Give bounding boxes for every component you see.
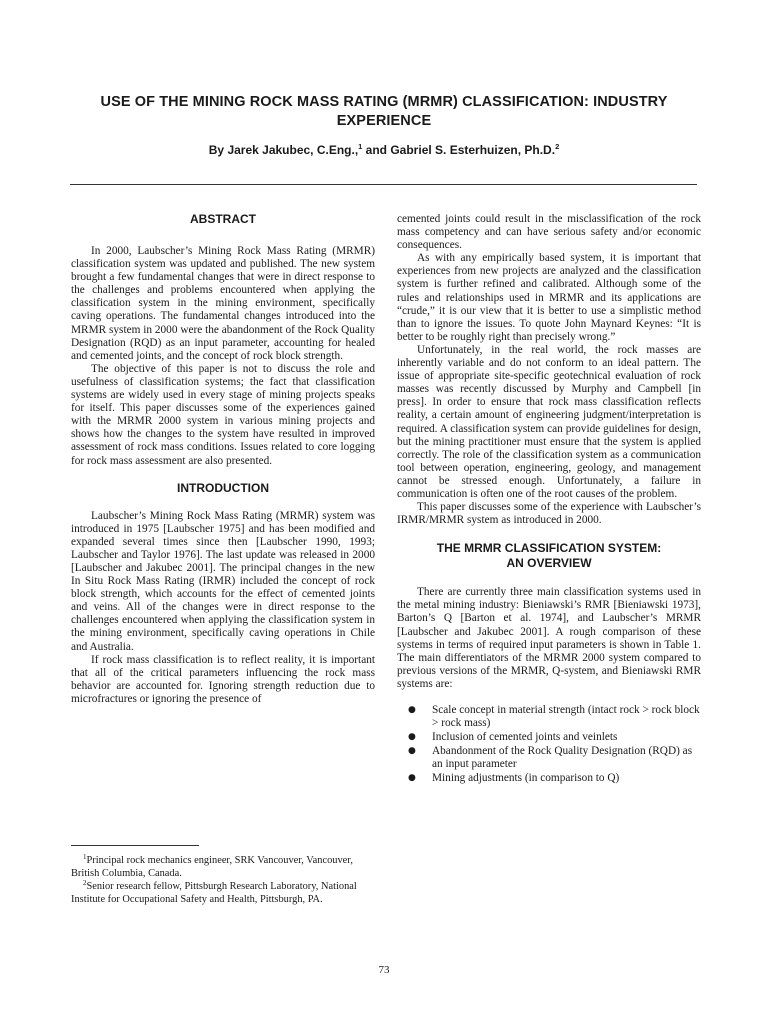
list-item bbox=[397, 704, 701, 730]
body-paragraph: This paper discusses some of the experience with Laubscher’s IRMR/MRMR system as introduced in 2000. bbox=[397, 501, 701, 527]
paper-title: USE OF THE MINING ROCK MASS RATING (MRMR) CLASSIFICATION: INDUSTRY EXPERIENCE bbox=[100, 94, 668, 129]
footnotes bbox=[71, 855, 361, 907]
mrmr-overview-paragraph: There are currently three main classification systems used in the metal mining industry: Bieniawski’s RMR [Bieniawski 1973], Barton’s Q [Barton et al. 1974], and Laubscher’s MRMR [Laubscher and Jakubec 2001]. A rough comparison of these systems in terms of required input parameters is shown in Table 1. The main differentiators of the MRMR 2000 system compared to previous versions of the MRMR, Q-system, and Bieniawski RMR systems are: bbox=[397, 586, 701, 690]
author-affil-mark-2: 2 bbox=[555, 142, 560, 151]
page-number: 73 bbox=[378, 964, 390, 976]
abstract-paragraph: The objective of this paper is not to discuss the role and usefulness of classification systems; the fact that classification systems are widely used in every stage of mining projects speaks for itself. This paper discusses some of the experiences gained with the MRMR 2000 system in various mining projects and shows how the changes to the system have resulted in improved assessment of rock mass conditions. Issues related to core logging for rock mass assessment are also presented. bbox=[71, 362, 375, 467]
abstract-paragraph: In 2000, Laubscher’s Mining Rock Mass Rating (MRMR) classification system was updated and published. The new system brought a few fundamental changes that were in direct response to the challenges and problems encountered when applying the classification system in the mining environment, specifically caving operations. The fundamental changes introduced into the MRMR system in 2000 were the abandonment of the Rock Quality Designation (RQD) as an input parameter, accounting for healed and cemented joints, and the concept of rock block strength. bbox=[71, 245, 375, 362]
abstract-heading: ABSTRACT bbox=[190, 212, 256, 226]
footnote bbox=[71, 855, 361, 880]
list-item-text: Scale concept in material strength (intact rock > rock block > rock mass) bbox=[432, 704, 700, 730]
continued-paragraph: cemented joints could result in the misclassification of the rock mass competency and can have serious safety and/or economic consequences. bbox=[397, 213, 701, 252]
body-paragraph: Unfortunately, in the real world, the rock masses are inherently variable and do not conform to an ideal pattern. The issue of appropriate site-specific geotechnical evaluation of rock masses was recently discussed by Murphy and Campbell [in press]. In order to ensure that rock mass classification reflects reality, a certain amount of engineering judgment/interpretation is required. A classification system can provide guidelines for design, but the mining practitioner must ensure that the system is applied correctly. The role of the classification system as a communication tool between operation, engineering, geology, and management cannot be stressed enough. Unfortunately, a failure in communication is often one of the root causes of the problem. bbox=[397, 343, 701, 500]
mrmr-heading-line-2: AN OVERVIEW bbox=[506, 556, 592, 571]
footnote-mark: 2 bbox=[83, 879, 87, 888]
footnote-mark: 1 bbox=[83, 853, 87, 861]
introduction-heading: INTRODUCTION bbox=[177, 480, 269, 495]
bullet-icon: ● bbox=[408, 732, 416, 743]
list-item-text: Mining adjustments (in comparison to Q) bbox=[432, 772, 620, 785]
bullet-icon: ● bbox=[408, 705, 416, 715]
mrmr-heading-line-1: THE MRMR CLASSIFICATION SYSTEM: bbox=[436, 541, 662, 556]
body-paragraph: As with any empirically based system, it is important that experiences from new projects are analyzed and the classification system is further refined and calibrated. Although some of the rules and relationships used in MRMR and its applications are “crude,” it is our view that it is better to use a simplistic method than to ignore the issues. To quote John Maynard Keynes: “It is better to be roughly right than precisely wrong.” bbox=[397, 252, 701, 343]
intro-paragraph: If rock mass classification is to reflect reality, it is important that all of the critical parameters influencing the rock mass behavior are accounted for. Ignoring strength reduction due to microfractures or ignoring the presence of bbox=[71, 653, 375, 705]
footnote-text: Senior research fellow, Pittsburgh Research Laboratory, National Institute for Occupational Safety and Health, Pittsburgh, PA. bbox=[71, 881, 357, 905]
author-affil-mark-1: 1 bbox=[358, 142, 363, 151]
authors-first: By Jarek Jakubec, C.Eng., bbox=[208, 143, 359, 157]
footnote bbox=[71, 881, 361, 906]
list-item-text: Inclusion of cemented joints and veinlets bbox=[432, 731, 618, 744]
list-item bbox=[397, 731, 701, 744]
list-item bbox=[397, 745, 701, 771]
footnote-divider bbox=[71, 845, 199, 846]
header-divider bbox=[70, 184, 697, 185]
bullet-icon: ● bbox=[408, 773, 416, 784]
mrmr-section-heading bbox=[397, 541, 701, 571]
list-item-text: Abandonment of the Rock Quality Designation (RQD) as an input parameter bbox=[432, 745, 693, 771]
bullet-icon: ● bbox=[408, 746, 416, 757]
list-item bbox=[397, 772, 701, 785]
left-column bbox=[71, 212, 375, 706]
intro-paragraph: Laubscher’s Mining Rock Mass Rating (MRMR) system was introduced in 1975 [Laubscher 1975] and has been modified and expanded several times since then [Laubscher 1990, 1993; Laubscher and Taylor 1976]. The last update was released in 2000 [Laubscher and Jakubec 2001]. The principal changes in the new In Situ Rock Mass Rating (IRMR) included the concept of rock block strength, which accounts for the effect of cemented joints and veins. All of the changes were in direct response to the challenges encountered when applying the classification system in the mining environment, specifically caving operations in Chile and Australia. bbox=[71, 509, 375, 653]
right-column bbox=[397, 213, 701, 787]
differentiators-list bbox=[397, 704, 701, 786]
authors-second: and Gabriel S. Esterhuizen, Ph.D. bbox=[362, 143, 556, 157]
footnote-text: Principal rock mechanics engineer, SRK Vancouver, Vancouver, British Columbia, Canada. bbox=[71, 855, 353, 879]
author-line bbox=[60, 143, 708, 157]
